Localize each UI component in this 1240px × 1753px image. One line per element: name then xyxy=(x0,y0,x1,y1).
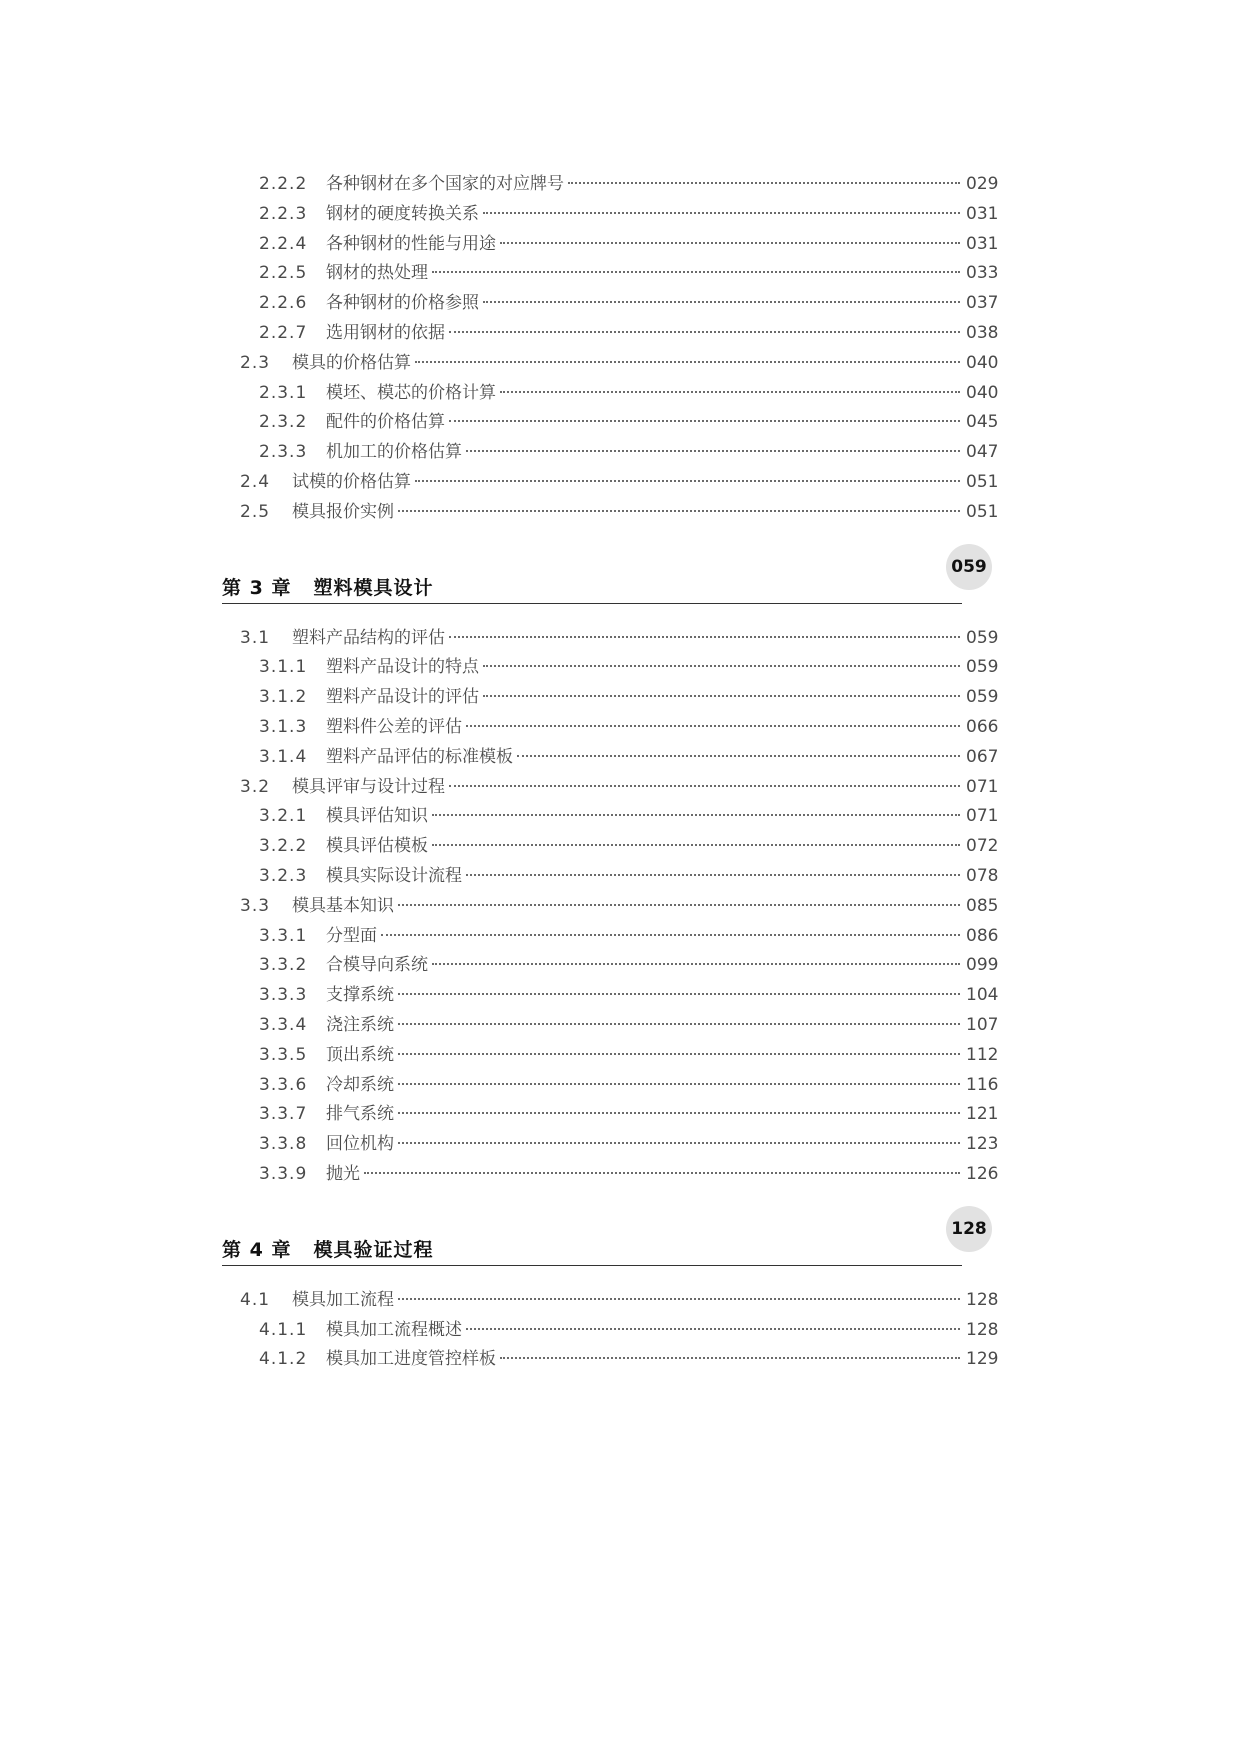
dot-leader xyxy=(398,1023,960,1025)
toc-entry-title: 模具评估模板 xyxy=(326,836,428,857)
dot-leader xyxy=(364,1172,960,1174)
dot-leader xyxy=(483,665,960,667)
toc-entry-title: 分型面 xyxy=(326,925,377,946)
toc-entry-page: 067 xyxy=(966,746,999,767)
toc-entry-title: 各种钢材在多个国家的对应牌号 xyxy=(326,174,564,194)
toc-entry-page: 128 xyxy=(966,1289,999,1310)
toc-entry[interactable] xyxy=(222,319,998,349)
chapter3-label: 第 3 章 xyxy=(222,576,292,599)
toc-entry-page: 029 xyxy=(966,174,999,194)
dot-leader xyxy=(398,1142,960,1144)
toc-entry-page: 066 xyxy=(966,716,999,737)
toc-entry[interactable] xyxy=(222,1100,998,1130)
toc-entry-number: 3.3 xyxy=(240,895,271,916)
toc-entry-number: 3.3.1 xyxy=(259,925,308,946)
dot-leader xyxy=(500,391,960,393)
toc-entry-title: 试模的价格估算 xyxy=(292,471,411,492)
toc-entry[interactable] xyxy=(222,230,998,260)
toc-entry-page: 071 xyxy=(966,806,999,827)
dot-leader xyxy=(466,450,960,452)
dot-leader xyxy=(398,1112,960,1114)
toc-entry-number: 2.3.2 xyxy=(259,412,308,433)
chapter4-title xyxy=(222,1235,433,1262)
toc-entry-page: 031 xyxy=(966,233,999,254)
toc-entry-title: 配件的价格估算 xyxy=(326,412,445,433)
toc-entry-number: 3.3.5 xyxy=(259,1044,308,1065)
toc-entry-title: 机加工的价格估算 xyxy=(326,442,462,463)
toc-entry-number: 2.3 xyxy=(240,352,271,373)
toc-entry-number: 3.3.6 xyxy=(259,1074,308,1095)
toc-entry-number: 2.3.1 xyxy=(259,382,308,403)
toc-entry-number: 3.1.2 xyxy=(259,687,308,708)
toc-entry-number: 2.4 xyxy=(240,471,271,492)
toc-entry-title: 模具的价格估算 xyxy=(292,352,411,373)
toc-entry[interactable] xyxy=(222,832,998,862)
toc-entry-title: 钢材的热处理 xyxy=(326,263,428,284)
chapter4-name: 模具验证过程 xyxy=(313,1238,434,1261)
toc-entry-number: 2.5 xyxy=(240,501,271,522)
toc-entry[interactable] xyxy=(222,1011,998,1041)
dot-leader xyxy=(449,785,960,787)
toc-entry-number: 2.2.3 xyxy=(259,203,308,224)
toc-entry[interactable] xyxy=(222,683,998,713)
dot-leader xyxy=(517,755,960,757)
dot-leader xyxy=(449,331,960,333)
toc-entry[interactable] xyxy=(222,259,998,289)
toc-entry[interactable] xyxy=(222,379,998,409)
toc-entry-number: 3.3.9 xyxy=(259,1163,308,1184)
toc-entry-page: 072 xyxy=(966,836,999,857)
dot-leader xyxy=(500,242,960,244)
toc-entry-title: 抛光 xyxy=(326,1163,360,1184)
toc-entry-page: 129 xyxy=(966,1349,999,1370)
toc-entry[interactable] xyxy=(222,1130,998,1160)
toc-entry-title: 模具实际设计流程 xyxy=(326,865,462,886)
toc-entry[interactable] xyxy=(222,1160,998,1190)
toc-entry-title: 塑料产品结构的评估 xyxy=(292,627,445,648)
toc-entry-title: 模具评估知识 xyxy=(326,806,428,827)
dot-leader xyxy=(483,212,960,214)
table-of-contents xyxy=(222,170,998,1375)
toc-entry[interactable] xyxy=(222,468,998,498)
toc-entry[interactable] xyxy=(222,349,998,379)
toc-entry-page: 051 xyxy=(966,501,999,522)
toc-list-chapter2-continued xyxy=(222,170,998,528)
dot-leader xyxy=(398,904,960,906)
dot-leader xyxy=(568,182,960,184)
toc-entry-number: 2.2.5 xyxy=(259,263,308,284)
chapter3-name: 塑料模具设计 xyxy=(313,576,434,599)
toc-entry-number: 4.1.1 xyxy=(259,1319,308,1340)
toc-entry-page: 040 xyxy=(966,352,999,373)
toc-entry-title: 模具加工流程 xyxy=(292,1289,394,1310)
dot-leader xyxy=(432,271,960,273)
toc-list-chapter4 xyxy=(222,1286,998,1375)
toc-entry-title: 塑料产品设计的评估 xyxy=(326,687,479,708)
toc-entry-title: 塑料产品设计的特点 xyxy=(326,657,479,678)
toc-entry-title: 支撑系统 xyxy=(326,985,394,1006)
toc-entry[interactable] xyxy=(222,438,998,468)
toc-entry[interactable] xyxy=(222,951,998,981)
dot-leader xyxy=(398,1053,960,1055)
toc-entry-title: 合模导向系统 xyxy=(326,955,428,976)
toc-entry-title: 模具评审与设计过程 xyxy=(292,776,445,797)
toc-entry[interactable] xyxy=(222,922,998,952)
toc-entry[interactable] xyxy=(222,200,998,230)
toc-entry-page: 128 xyxy=(966,1319,999,1340)
toc-entry[interactable] xyxy=(222,498,998,528)
toc-entry-title: 塑料产品评估的标准模板 xyxy=(326,746,513,767)
toc-entry[interactable] xyxy=(222,1071,998,1101)
toc-entry[interactable] xyxy=(222,862,998,892)
toc-entry-number: 3.1.4 xyxy=(259,746,308,767)
dot-leader xyxy=(398,1298,960,1300)
toc-entry[interactable] xyxy=(222,1286,998,1316)
chapter4-heading xyxy=(222,1202,998,1266)
toc-entry[interactable] xyxy=(222,713,998,743)
toc-entry-page: 104 xyxy=(966,985,999,1006)
toc-entry-page: 051 xyxy=(966,471,999,492)
toc-entry-number: 4.1 xyxy=(240,1289,271,1310)
toc-entry-number: 2.2.2 xyxy=(259,174,308,194)
toc-entry-page: 059 xyxy=(966,657,999,678)
dot-leader xyxy=(466,1328,960,1330)
toc-entry[interactable] xyxy=(222,1041,998,1071)
dot-leader xyxy=(398,993,960,995)
toc-entry-page: 085 xyxy=(966,895,999,916)
toc-entry-title: 模坯、模芯的价格计算 xyxy=(326,382,496,403)
dot-leader xyxy=(432,814,960,816)
toc-entry-number: 3.2.1 xyxy=(259,806,308,827)
toc-entry[interactable] xyxy=(222,408,998,438)
toc-entry-page: 126 xyxy=(966,1163,999,1184)
toc-entry-title: 冷却系统 xyxy=(326,1074,394,1095)
dot-leader xyxy=(398,510,960,512)
chapter4-page-badge: 128 xyxy=(946,1206,992,1252)
toc-entry-number: 4.1.2 xyxy=(259,1349,308,1370)
toc-entry-page: 112 xyxy=(966,1044,999,1065)
toc-entry-title: 各种钢材的性能与用途 xyxy=(326,233,496,254)
toc-entry-number: 3.3.8 xyxy=(259,1134,308,1155)
toc-entry-title: 排气系统 xyxy=(326,1104,394,1125)
toc-entry-title: 钢材的硬度转换关系 xyxy=(326,203,479,224)
dot-leader xyxy=(432,844,960,846)
toc-entry-title: 模具加工流程概述 xyxy=(326,1319,462,1340)
dot-leader xyxy=(398,1083,960,1085)
toc-entry-number: 3.2 xyxy=(240,776,271,797)
dot-leader xyxy=(432,963,960,965)
toc-entry-title: 模具加工进度管控样板 xyxy=(326,1349,496,1370)
toc-entry-page: 071 xyxy=(966,776,999,797)
toc-entry-page: 078 xyxy=(966,865,999,886)
dot-leader xyxy=(483,301,960,303)
toc-entry-title: 各种钢材的价格参照 xyxy=(326,293,479,314)
toc-entry[interactable] xyxy=(222,773,998,803)
toc-entry-page: 107 xyxy=(966,1014,999,1035)
toc-entry-page: 031 xyxy=(966,203,999,224)
toc-entry-page: 037 xyxy=(966,293,999,314)
toc-entry-title: 顶出系统 xyxy=(326,1044,394,1065)
toc-entry-number: 2.2.7 xyxy=(259,322,308,343)
dot-leader xyxy=(415,480,960,482)
chapter3-page-badge: 059 xyxy=(946,544,992,590)
toc-entry[interactable] xyxy=(222,624,998,654)
toc-entry[interactable] xyxy=(222,802,998,832)
chapter4-label: 第 4 章 xyxy=(222,1238,292,1261)
toc-entry-title: 模具报价实例 xyxy=(292,501,394,522)
toc-entry-page: 033 xyxy=(966,263,999,284)
toc-entry-page: 038 xyxy=(966,322,999,343)
chapter3-rule xyxy=(222,603,962,604)
toc-entry-title: 塑料件公差的评估 xyxy=(326,716,462,737)
toc-entry-number: 3.3.4 xyxy=(259,1014,308,1035)
toc-entry[interactable] xyxy=(222,743,998,773)
toc-entry-title: 选用钢材的依据 xyxy=(326,322,445,343)
dot-leader xyxy=(415,361,960,363)
toc-entry-number: 2.2.4 xyxy=(259,233,308,254)
dot-leader xyxy=(381,934,960,936)
toc-entry-number: 3.2.2 xyxy=(259,836,308,857)
toc-entry-number: 3.3.3 xyxy=(259,985,308,1006)
chapter3-title xyxy=(222,573,433,600)
toc-entry-number: 2.2.6 xyxy=(259,293,308,314)
toc-entry[interactable] xyxy=(222,170,998,200)
dot-leader xyxy=(449,420,960,422)
toc-entry[interactable] xyxy=(222,653,998,683)
toc-entry[interactable] xyxy=(222,981,998,1011)
toc-entry-number: 3.3.2 xyxy=(259,955,308,976)
dot-leader xyxy=(449,636,960,638)
dot-leader xyxy=(466,874,960,876)
toc-entry-page: 059 xyxy=(966,687,999,708)
toc-entry-number: 3.1.3 xyxy=(259,716,308,737)
toc-entry-page: 045 xyxy=(966,412,999,433)
toc-entry-number: 3.2.3 xyxy=(259,865,308,886)
toc-list-chapter3 xyxy=(222,624,998,1190)
dot-leader xyxy=(500,1357,960,1359)
toc-entry-page: 047 xyxy=(966,442,999,463)
toc-entry-page: 059 xyxy=(966,627,999,648)
toc-entry-page: 123 xyxy=(966,1134,999,1155)
chapter3-heading xyxy=(222,540,998,604)
toc-entry-page: 040 xyxy=(966,382,999,403)
dot-leader xyxy=(483,695,960,697)
toc-entry[interactable] xyxy=(222,892,998,922)
chapter4-rule xyxy=(222,1265,962,1266)
toc-entry-page: 121 xyxy=(966,1104,999,1125)
toc-entry-page: 116 xyxy=(966,1074,999,1095)
toc-entry[interactable] xyxy=(222,289,998,319)
toc-entry[interactable] xyxy=(222,1345,998,1375)
toc-entry-number: 3.3.7 xyxy=(259,1104,308,1125)
toc-entry-title: 模具基本知识 xyxy=(292,895,394,916)
toc-entry[interactable] xyxy=(222,1316,998,1346)
toc-entry-number: 3.1 xyxy=(240,627,271,648)
dot-leader xyxy=(466,725,960,727)
toc-entry-number: 3.1.1 xyxy=(259,657,308,678)
toc-entry-page: 086 xyxy=(966,925,999,946)
toc-entry-title: 回位机构 xyxy=(326,1134,394,1155)
toc-entry-title: 浇注系统 xyxy=(326,1014,394,1035)
toc-entry-number: 2.3.3 xyxy=(259,442,308,463)
toc-entry-page: 099 xyxy=(966,955,999,976)
